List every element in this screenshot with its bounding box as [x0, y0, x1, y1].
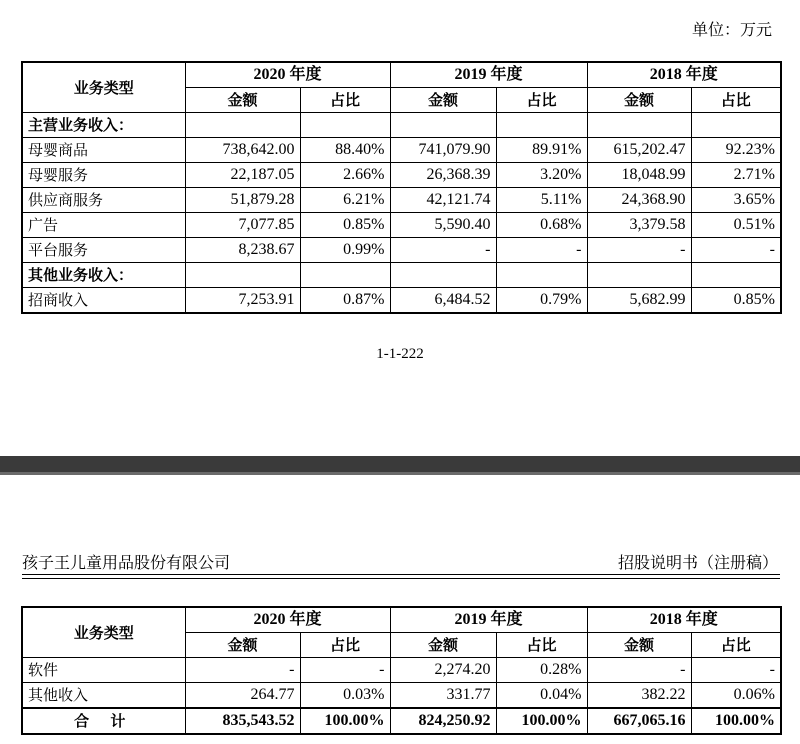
- amount-cell: 738,642.00: [185, 138, 300, 163]
- header-year-2018: 2018 年度: [587, 607, 781, 633]
- amount-cell: -: [390, 238, 496, 263]
- ratio-cell: 92.23%: [691, 138, 781, 163]
- header-ratio: 占比: [496, 633, 587, 658]
- ratio-cell: 2.71%: [691, 163, 781, 188]
- total-amount-cell: 835,543.52: [185, 708, 300, 734]
- document-title: 招股说明书（注册稿）: [617, 553, 778, 572]
- header-amount: 金额: [390, 633, 496, 658]
- header-year-2019: 2019 年度: [390, 607, 587, 633]
- header-ratio: 占比: [691, 88, 781, 113]
- unit-label: 单位：万元: [691, 20, 772, 39]
- section-title: 主营业务收入：: [22, 113, 185, 138]
- row-label: 母婴商品: [22, 138, 185, 163]
- ratio-cell: 0.85%: [300, 213, 390, 238]
- ratio-cell: 0.06%: [691, 683, 781, 709]
- header-amount: 金额: [185, 88, 300, 113]
- ratio-cell: 0.99%: [300, 238, 390, 263]
- page-number: 1-1-222: [376, 346, 424, 362]
- row-label: 平台服务: [22, 238, 185, 263]
- amount-cell: 264.77: [185, 683, 300, 709]
- section-row: [22, 113, 781, 138]
- amount-cell: 3,379.58: [587, 213, 691, 238]
- empty-cell: [300, 113, 390, 138]
- row-label: 母婴服务: [22, 163, 185, 188]
- amount-cell: 18,048.99: [587, 163, 691, 188]
- amount-cell: 2,274.20: [390, 658, 496, 683]
- header-business-type: 业务类型: [22, 62, 185, 113]
- header-year-2019: 2019 年度: [390, 62, 587, 88]
- row-label: 广告: [22, 213, 185, 238]
- row-label: 招商收入: [22, 288, 185, 314]
- revenue-table-bottom: [21, 606, 782, 735]
- amount-cell: -: [185, 658, 300, 683]
- amount-cell: -: [587, 658, 691, 683]
- total-ratio-cell: 100.00%: [300, 708, 390, 734]
- ratio-cell: -: [691, 238, 781, 263]
- total-row: [22, 708, 781, 734]
- total-amount-cell: 824,250.92: [390, 708, 496, 734]
- amount-cell: 5,590.40: [390, 213, 496, 238]
- amount-cell: 24,368.90: [587, 188, 691, 213]
- table-row: [22, 238, 781, 263]
- table-row: [22, 683, 781, 709]
- company-name: 孩子王儿童用品股份有限公司: [22, 553, 231, 572]
- header-ratio: 占比: [691, 633, 781, 658]
- ratio-cell: 0.04%: [496, 683, 587, 709]
- row-label: 其他收入: [22, 683, 185, 709]
- header-year-2018: 2018 年度: [587, 62, 781, 88]
- header-amount: 金额: [587, 88, 691, 113]
- total-label: 合 计: [22, 708, 185, 734]
- empty-cell: [185, 263, 300, 288]
- ratio-cell: 0.03%: [300, 683, 390, 709]
- amount-cell: 5,682.99: [587, 288, 691, 314]
- ratio-cell: 0.85%: [691, 288, 781, 314]
- empty-cell: [185, 113, 300, 138]
- table-row: [22, 163, 781, 188]
- ratio-cell: 0.68%: [496, 213, 587, 238]
- amount-cell: 22,187.05: [185, 163, 300, 188]
- amount-cell: -: [587, 238, 691, 263]
- amount-cell: 7,077.85: [185, 213, 300, 238]
- amount-cell: 42,121.74: [390, 188, 496, 213]
- header-business-type: 业务类型: [22, 607, 185, 658]
- header-year-2020: 2020 年度: [185, 607, 390, 633]
- amount-cell: 7,253.91: [185, 288, 300, 314]
- section-title: 其他业务收入：: [22, 263, 185, 288]
- section-row: [22, 263, 781, 288]
- header-rule: [22, 578, 780, 579]
- ratio-cell: 89.91%: [496, 138, 587, 163]
- empty-cell: [390, 113, 496, 138]
- amount-cell: 6,484.52: [390, 288, 496, 314]
- row-label: 软件: [22, 658, 185, 683]
- empty-cell: [691, 263, 781, 288]
- empty-cell: [390, 263, 496, 288]
- ratio-cell: -: [300, 658, 390, 683]
- ratio-cell: 0.51%: [691, 213, 781, 238]
- header-ratio: 占比: [300, 633, 390, 658]
- revenue-table-top: [21, 61, 782, 314]
- amount-cell: 615,202.47: [587, 138, 691, 163]
- ratio-cell: 0.79%: [496, 288, 587, 314]
- header-rule: [22, 574, 780, 575]
- empty-cell: [587, 113, 691, 138]
- total-ratio-cell: 100.00%: [691, 708, 781, 734]
- ratio-cell: 5.11%: [496, 188, 587, 213]
- empty-cell: [691, 113, 781, 138]
- total-ratio-cell: 100.00%: [496, 708, 587, 734]
- header-year-2020: 2020 年度: [185, 62, 390, 88]
- amount-cell: 741,079.90: [390, 138, 496, 163]
- header-amount: 金额: [390, 88, 496, 113]
- ratio-cell: 6.21%: [300, 188, 390, 213]
- amount-cell: 8,238.67: [185, 238, 300, 263]
- empty-cell: [587, 263, 691, 288]
- amount-cell: 51,879.28: [185, 188, 300, 213]
- page-divider: [0, 456, 800, 475]
- table-row: [22, 138, 781, 163]
- total-amount-cell: 667,065.16: [587, 708, 691, 734]
- ratio-cell: 0.87%: [300, 288, 390, 314]
- amount-cell: 26,368.39: [390, 163, 496, 188]
- header-ratio: 占比: [496, 88, 587, 113]
- ratio-cell: 3.65%: [691, 188, 781, 213]
- ratio-cell: 0.28%: [496, 658, 587, 683]
- amount-cell: 331.77: [390, 683, 496, 709]
- ratio-cell: -: [691, 658, 781, 683]
- row-label: 供应商服务: [22, 188, 185, 213]
- table-row: [22, 213, 781, 238]
- ratio-cell: 3.20%: [496, 163, 587, 188]
- ratio-cell: 88.40%: [300, 138, 390, 163]
- header-amount: 金额: [587, 633, 691, 658]
- ratio-cell: 2.66%: [300, 163, 390, 188]
- header-ratio: 占比: [300, 88, 390, 113]
- table-row: [22, 658, 781, 683]
- empty-cell: [496, 263, 587, 288]
- empty-cell: [300, 263, 390, 288]
- table-row: [22, 188, 781, 213]
- ratio-cell: -: [496, 238, 587, 263]
- table-row: [22, 288, 781, 314]
- empty-cell: [496, 113, 587, 138]
- amount-cell: 382.22: [587, 683, 691, 709]
- header-amount: 金额: [185, 633, 300, 658]
